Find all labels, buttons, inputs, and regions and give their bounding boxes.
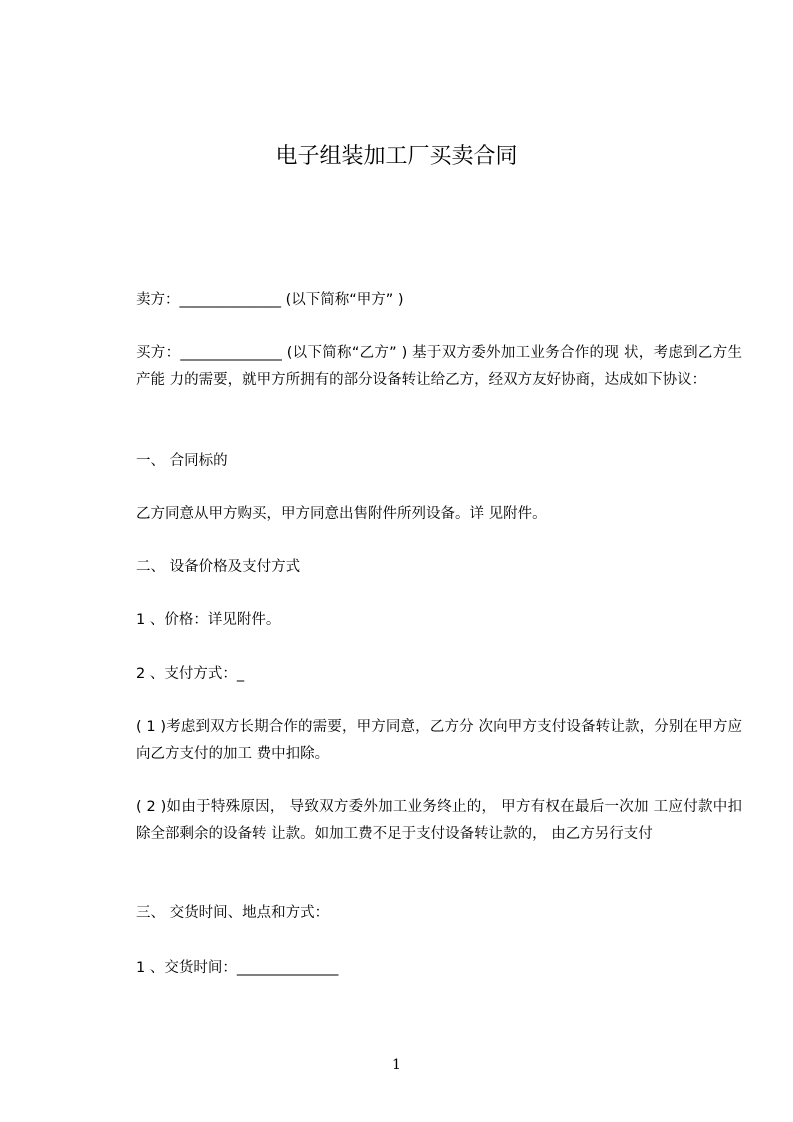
section-3-heading: 三、 交货时间、地点和方式：	[136, 905, 330, 921]
seller-line: 卖方：______________ (以下简称“甲方” )	[136, 292, 404, 308]
section-2-heading: 二、 设备价格及支付方式	[136, 559, 301, 575]
payment-item-1: ( 1 )考虑到双方长期合作的需要，甲方同意，乙方分 次向甲方支付设备转让款，分别在甲方应向乙方支付的加工 费中扣除。	[136, 719, 742, 762]
section-1-heading: 一、 合同标的	[136, 453, 228, 469]
section-1-text: 乙方同意从甲方购买，甲方同意出售附件所列设备。详 见附件。	[136, 506, 547, 522]
buyer-paragraph: 买方：______________ (以下简称“乙方” ) 基于双方委外加工业务合作的现 状，考虑到乙方生产能 力的需要，就甲方所拥有的部分设备转让给乙方，经双方友好协商，达成如下协议：	[136, 345, 742, 388]
document-title: 电子组装加工厂买卖合同	[275, 144, 518, 169]
payment-method-line: 2 、支付方式：_	[136, 666, 245, 682]
price-line: 1 、价格：详见附件。	[136, 612, 281, 628]
payment-item-2: ( 2 )如由于特殊原因， 导致双方委外加工业务终止的， 甲方有权在最后一次加 工应付款中扣除全部剩余的设备转 让款。如加工费不足于支付设备转让款的， 由乙方另行支付	[136, 799, 742, 842]
page-number: 1	[392, 1057, 401, 1073]
delivery-time-line: 1 、交货时间：______________	[136, 960, 339, 976]
